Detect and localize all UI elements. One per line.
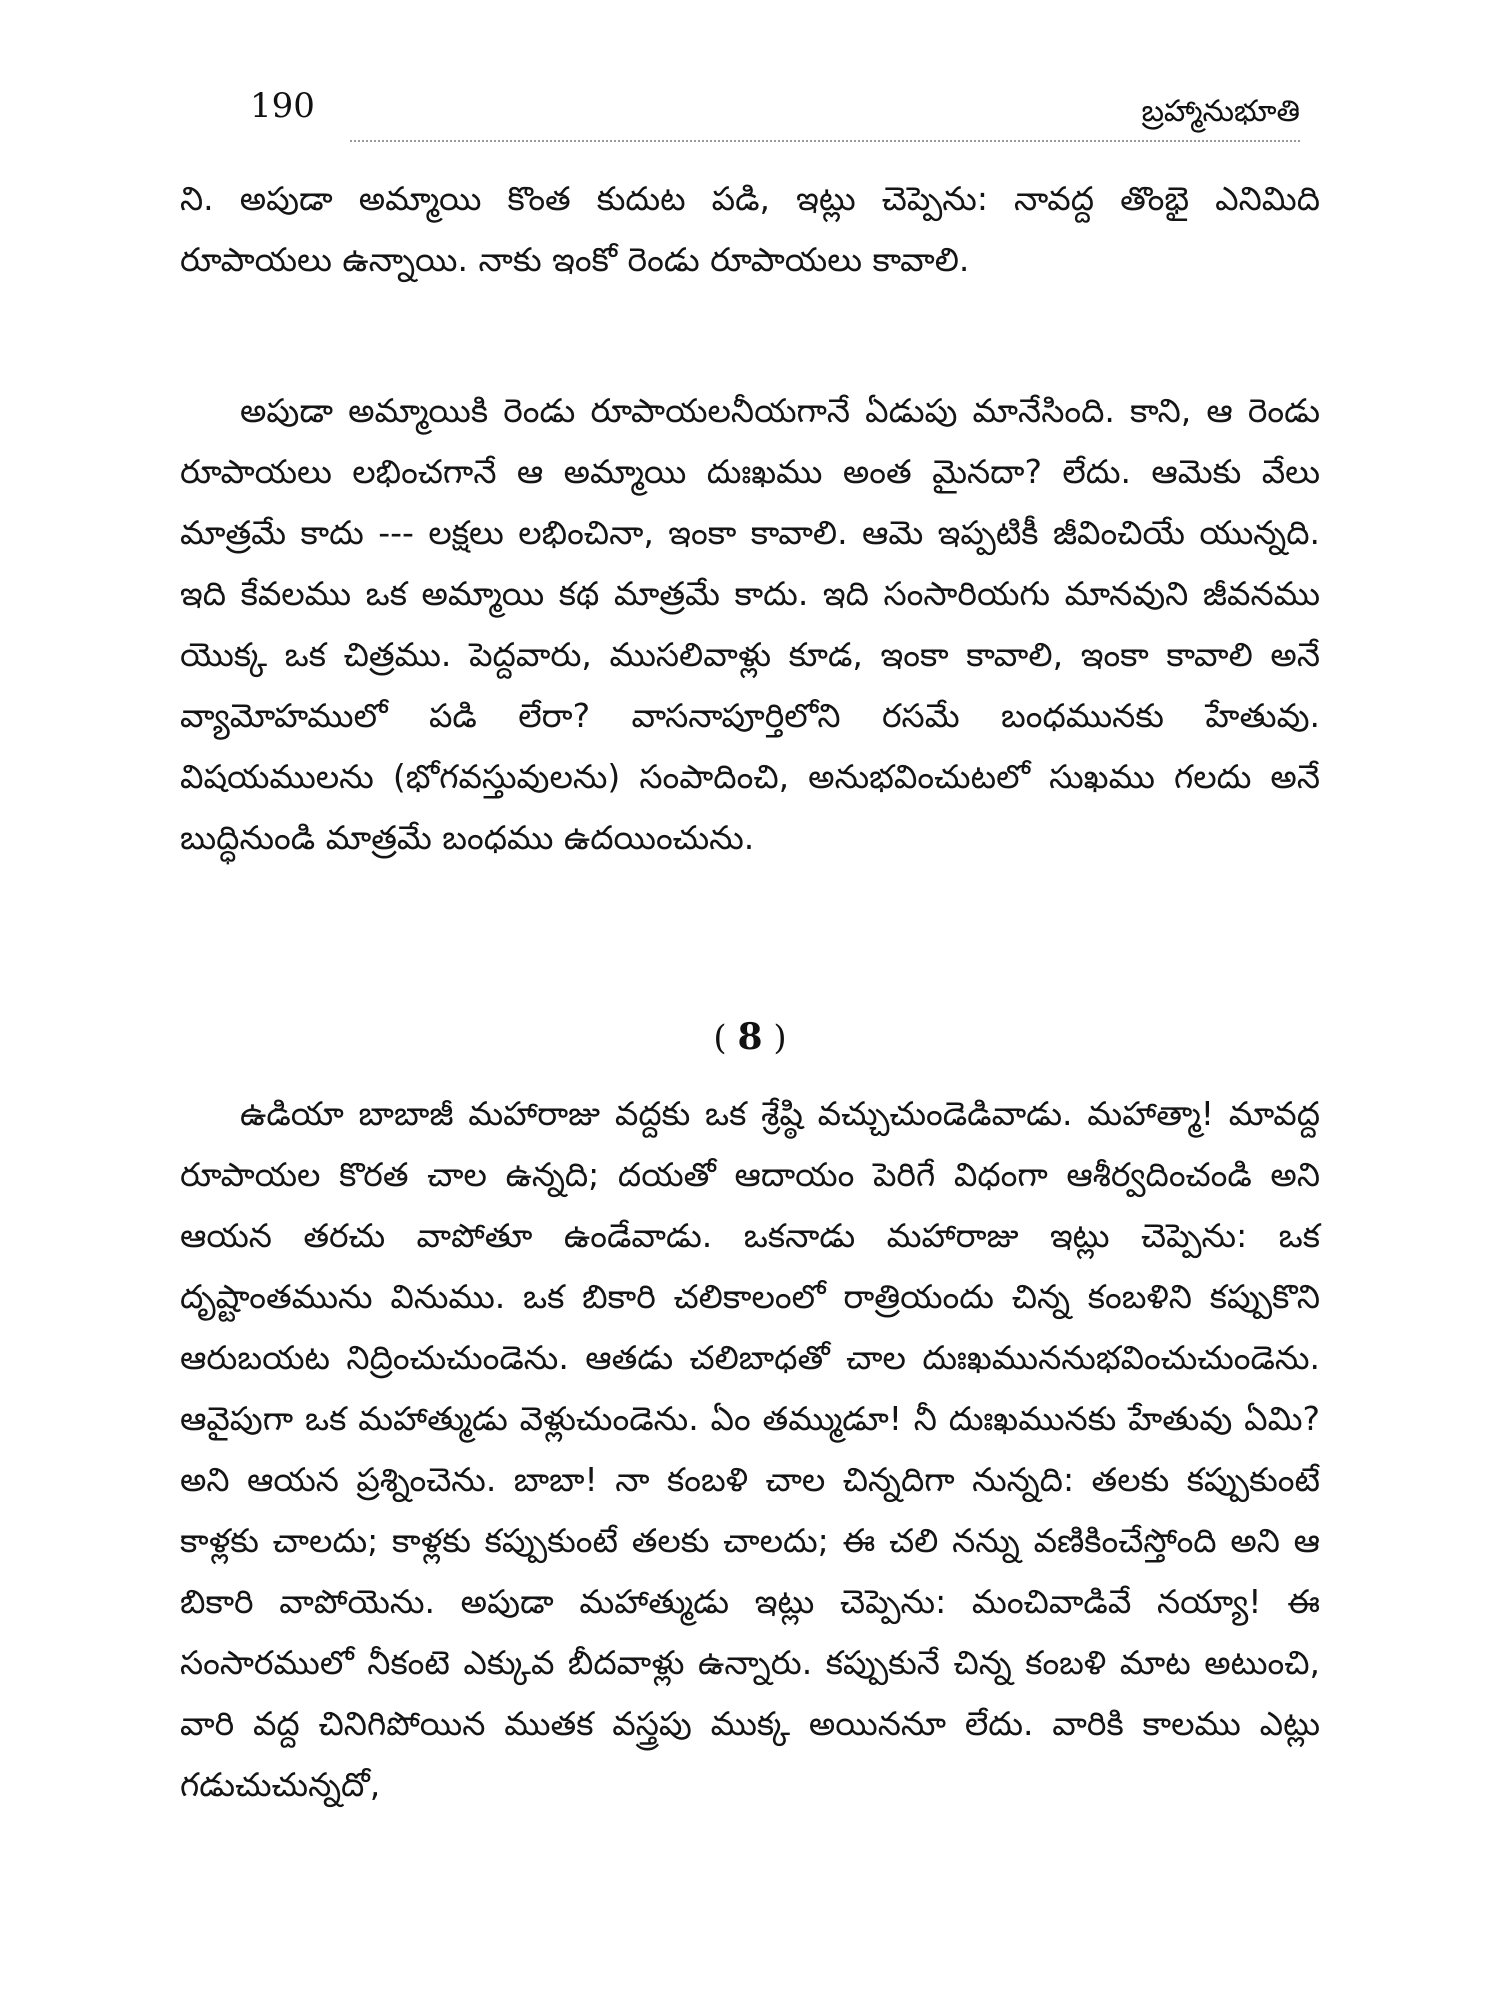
paragraph: అపుడా అమ్మాయికి రెండు రూపాయలనీయగానే ఏడుపు మానేసింది. కాని, ఆ రెండు రూపాయలు లభించగానే ఆ అమ్మాయి దుఃఖము అంత మైనదా? లేదు. ఆమెకు వేలు మాత్రమే కాదు --- లక్షలు లభించినా, ఇంకా కావాలి. ఆమె ఇప్పటికీ జీవించియే యున్నది. ఇది కేవలము ఒక అమ్మాయి కథ మాత్రమే కాదు. ఇది సంసారియగు మానవుని జీవనము యొక్క ఒక చిత్రము. పెద్దవారు, ముసలివాళ్లు కూడ, ఇంకా కావాలి, ఇంకా కావాలి అనే వ్యామోహములో పడి లేరా? వాసనాపూర్తిలోని రసమే బంధమునకు హేతువు. విషయములను (భోగవస్తువులను) సంపాదించి, అనుభవించుటలో సుఖము గలదు అనే బుద్ధినుండి మాత్రమే బంధము ఉదయించును. xyxy=(180,391,1320,857)
page-number: 190 xyxy=(250,86,315,126)
header-divider xyxy=(350,140,1300,142)
section-open-paren: ( xyxy=(713,1018,727,1058)
paragraph: ఉడియా బాబాజీ మహారాజు వద్దకు ఒక శ్రేష్ఠి వచ్చుచుండెడివాడు. మహాత్మా! మావద్ద రూపాయల కొరత చాల ఉన్నది; దయతో ఆదాయం పెరిగే విధంగా ఆశీర్వదించండి అని ఆయన తరచు వాపోతూ ఉండేవాడు. ఒకనాడు మహారాజు ఇట్లు చెప్పెను: ఒక దృష్టాంతమును వినుము. ఒక బికారి చలికాలంలో రాత్రియందు చిన్న కంబళిని కప్పుకొని ఆరుబయట నిద్రించుచుండెను. ఆతడు చలిబాధతో చాల దుఃఖముననుభవించుచుండెను. ఆవైపుగా ఒక మహాత్ముడు వెళ్లుచుండెను. ఏం తమ్ముడూ! నీ దుఃఖమునకు హేతువు ఏమి? అని ఆయన ప్రశ్నించెను. బాబా! నా కంబళి చాల చిన్నదిగా నున్నది: తలకు కప్పుకుంటే కాళ్లకు చాలదు; కాళ్లకు కప్పుకుంటే తలకు చాలదు; ఈ చలి నన్ను వణికించేస్తోంది అని ఆ బికారి వాపోయెను. అపుడా మహాత్ముడు ఇట్లు చెప్పెను: మంచివాడివే నయ్యా! ఈ సంసారములో నీకంటె ఎక్కువ బీదవాళ్లు ఉన్నారు. కప్పుకునే చిన్న కంబళి మాట అటుంచి, వారి వద్ద చినిగిపోయిన ముతక వస్త్రపు ముక్క అయిననూ లేదు. వారికి కాలము ఎట్లు గడుచుచున్నదో, xyxy=(180,1094,1320,1804)
running-title: బ్రహ్మానుభూతి xyxy=(1141,94,1300,129)
paragraph-continuation: ని. అపుడా అమ్మాయి కొంత కుదుట పడి, ఇట్లు చెప్పెను: నావద్ద తొంభై ఎనిమిది రూపాయలు ఉన్నాయి. నాకు ఇంకో రెండు రూపాయలు కావాలి. xyxy=(180,179,1320,279)
section-number: 8 xyxy=(737,1016,763,1058)
section-heading xyxy=(0,1015,1500,1060)
section-close-paren: ) xyxy=(773,1018,787,1058)
